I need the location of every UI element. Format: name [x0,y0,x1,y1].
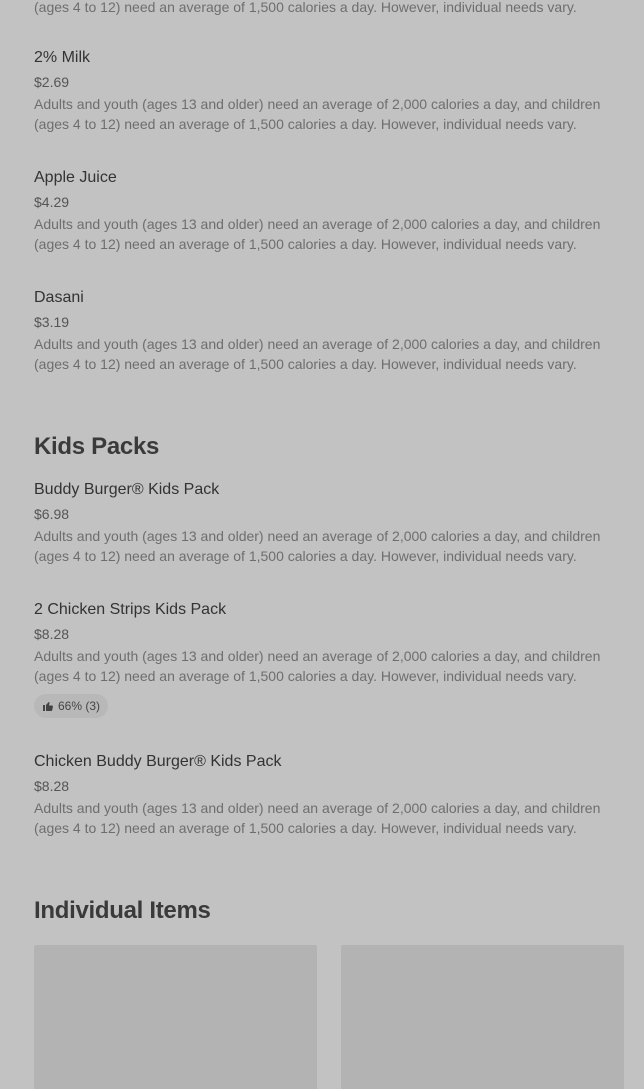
item-description: Adults and youth (ages 13 and older) need an average of 2,000 calories a day, and children (ages 4 to 12) need an average of 1,500 calories a day. However, individual needs vary. [34,800,601,836]
item-price: $3.19 [34,314,70,330]
menu-item-2-chicken-strips-kids-pack[interactable] [34,600,624,718]
item-price: $2.69 [34,74,70,90]
item-name: 2% Milk [34,49,91,66]
item-price: $6.98 [34,506,70,522]
section-title-kids-packs: Kids Packs [34,433,160,460]
item-image-tile[interactable] [34,945,317,1089]
item-description: (ages 4 to 12) need an average of 1,500 calories a day. However, individual needs vary. [34,0,577,15]
item-description: Adults and youth (ages 13 and older) need an average of 2,000 calories a day, and children (ages 4 to 12) need an average of 1,500 calories a day. However, individual needs vary. [34,336,601,372]
menu-item-2-milk[interactable] [34,48,624,134]
rating-text: 66% (3) [58,699,101,713]
item-price: $8.28 [34,626,70,642]
menu-item-dasani[interactable] [34,288,624,374]
item-image-tile[interactable] [341,945,624,1089]
item-name: Dasani [34,289,84,306]
rating-badge [34,694,108,718]
section-title-individual-items: Individual Items [34,897,211,924]
item-description: Adults and youth (ages 13 and older) need an average of 2,000 calories a day, and children (ages 4 to 12) need an average of 1,500 calories a day. However, individual needs vary. [34,528,601,564]
menu-item-apple-juice[interactable] [34,168,624,254]
item-name: 2 Chicken Strips Kids Pack [34,601,227,618]
item-name: Buddy Burger® Kids Pack [34,481,220,498]
menu-item-chicken-buddy-burger-kids-pack[interactable] [34,752,624,838]
menu-item-buddy-burger-kids-pack[interactable] [34,480,624,566]
item-description: Adults and youth (ages 13 and older) need an average of 2,000 calories a day, and children (ages 4 to 12) need an average of 1,500 calories a day. However, individual needs vary. [34,648,601,684]
item-price: $8.28 [34,778,70,794]
item-price: $4.29 [34,194,70,210]
item-description: Adults and youth (ages 13 and older) need an average of 2,000 calories a day, and children (ages 4 to 12) need an average of 1,500 calories a day. However, individual needs vary. [34,96,601,132]
item-name: Apple Juice [34,169,117,186]
thumbs-up-icon [42,700,54,712]
item-description: Adults and youth (ages 13 and older) need an average of 2,000 calories a day, and children (ages 4 to 12) need an average of 1,500 calories a day. However, individual needs vary. [34,216,601,252]
item-name: Chicken Buddy Burger® Kids Pack [34,753,282,770]
